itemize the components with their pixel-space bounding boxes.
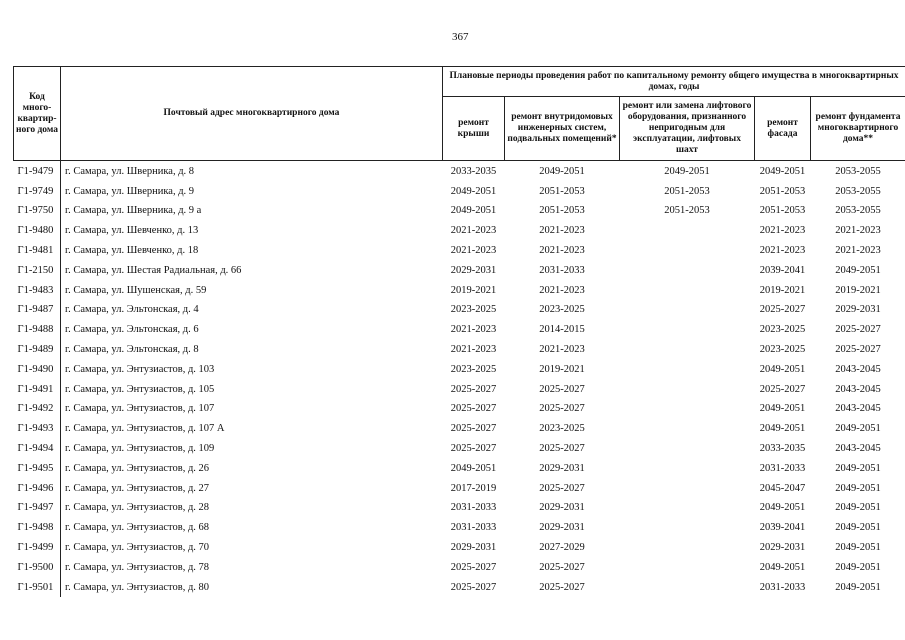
cell-elevator xyxy=(620,300,755,320)
cell-code: Г1-2150 xyxy=(14,260,61,280)
cell-engineering: 2051-2053 xyxy=(539,185,585,197)
cell-roof: 2025-2027 xyxy=(450,383,497,395)
cell-address: г. Самара, ул. Энтузиастов, д. 28 xyxy=(65,502,210,514)
cell-elevator xyxy=(620,418,755,438)
cell-foundation: 2049-2051 xyxy=(835,581,881,593)
cell-engineering: 2023-2025 xyxy=(539,423,585,435)
cell-roof: 2029-2031 xyxy=(450,542,497,554)
cell-elevator: 2049-2051 xyxy=(664,165,710,177)
table-row xyxy=(14,537,905,557)
cell-foundation: 2049-2051 xyxy=(835,522,881,534)
cell-address: г. Самара, ул. Энтузиастов, д. 107 xyxy=(65,403,215,415)
cell-elevator xyxy=(620,438,755,458)
table-row xyxy=(14,280,905,300)
cell-engineering: 2025-2027 xyxy=(539,561,585,573)
cell-code: Г1-9487 xyxy=(14,300,61,320)
cell-facade: 2019-2021 xyxy=(759,284,806,296)
cell-address: г. Самара, ул. Шверника, д. 8 xyxy=(65,165,195,177)
header-engineering: ремонт внутридомовых инженерных систем, подвальных помещений* xyxy=(505,97,620,161)
cell-elevator xyxy=(620,339,755,359)
cell-code: Г1-9480 xyxy=(14,220,61,240)
page-number: 367 xyxy=(452,31,469,43)
cell-code: Г1-9493 xyxy=(14,418,61,438)
cell-elevator xyxy=(620,379,755,399)
table-row xyxy=(14,339,905,359)
cell-roof: 2021-2023 xyxy=(450,245,497,257)
cell-elevator xyxy=(620,240,755,260)
table-row xyxy=(14,498,905,518)
cell-foundation: 2029-2031 xyxy=(835,304,881,316)
cell-foundation: 2021-2023 xyxy=(835,225,881,237)
cell-facade: 2051-2053 xyxy=(759,205,806,217)
table-row xyxy=(14,161,905,181)
cell-foundation: 2043-2045 xyxy=(835,403,881,415)
cell-elevator xyxy=(620,458,755,478)
cell-facade: 2051-2053 xyxy=(759,185,806,197)
cell-code: Г1-9499 xyxy=(14,537,61,557)
cell-facade: 2045-2047 xyxy=(759,482,806,494)
cell-roof: 2031-2033 xyxy=(450,502,497,514)
cell-roof: 2025-2027 xyxy=(450,423,497,435)
cell-address: г. Самара, ул. Эльтонская, д. 6 xyxy=(65,324,199,336)
cell-address: г. Самара, ул. Энтузиастов, д. 27 xyxy=(65,482,210,494)
cell-elevator xyxy=(620,220,755,240)
cell-foundation: 2025-2027 xyxy=(835,324,881,336)
header-facade: ремонт фасада xyxy=(755,97,811,161)
table-row xyxy=(14,300,905,320)
table-row xyxy=(14,260,905,280)
cell-facade: 2023-2025 xyxy=(759,324,806,336)
cell-foundation: 2043-2045 xyxy=(835,363,881,375)
cell-facade: 2025-2027 xyxy=(759,304,806,316)
cell-engineering: 2025-2027 xyxy=(539,482,585,494)
header-planned-periods: Плановые периоды проведения работ по капитальному ремонту общего имущества в многоквартирных домах, годы xyxy=(443,67,905,97)
cell-engineering: 2029-2031 xyxy=(539,462,585,474)
cell-engineering: 2029-2031 xyxy=(539,502,585,514)
cell-address: г. Самара, ул. Шестая Радиальная, д. 66 xyxy=(65,264,242,276)
cell-engineering: 2021-2023 xyxy=(539,284,585,296)
cell-facade: 2021-2023 xyxy=(759,225,806,237)
cell-code: Г1-9496 xyxy=(14,478,61,498)
header-roof: ремонт крыши xyxy=(443,97,505,161)
table-row xyxy=(14,181,905,201)
cell-elevator xyxy=(620,399,755,419)
cell-foundation: 2053-2055 xyxy=(835,205,881,217)
cell-code: Г1-9481 xyxy=(14,240,61,260)
cell-address: г. Самара, ул. Шевченко, д. 18 xyxy=(65,245,199,257)
cell-roof: 2031-2033 xyxy=(450,522,497,534)
cell-address: г. Самара, ул. Энтузиастов, д. 103 xyxy=(65,363,215,375)
table-row xyxy=(14,418,905,438)
header-address: Почтовый адрес многоквартирного дома xyxy=(61,67,443,161)
cell-foundation: 2049-2051 xyxy=(835,561,881,573)
cell-roof: 2023-2025 xyxy=(450,363,497,375)
cell-roof: 2025-2027 xyxy=(450,403,497,415)
cell-foundation: 2021-2023 xyxy=(835,245,881,257)
cell-engineering: 2021-2023 xyxy=(539,245,585,257)
cell-roof: 2025-2027 xyxy=(450,561,497,573)
header-code: Код много-квартир-ного дома xyxy=(14,67,61,161)
cell-foundation: 2049-2051 xyxy=(835,502,881,514)
table-row xyxy=(14,220,905,240)
cell-elevator xyxy=(620,498,755,518)
cell-elevator: 2051-2053 xyxy=(664,185,710,197)
cell-facade: 2029-2031 xyxy=(759,542,806,554)
table-row xyxy=(14,438,905,458)
cell-foundation: 2053-2055 xyxy=(835,185,881,197)
cell-foundation: 2043-2045 xyxy=(835,443,881,455)
cell-roof: 2029-2031 xyxy=(450,264,497,276)
table-body xyxy=(14,161,905,597)
cell-roof: 2021-2023 xyxy=(450,344,497,356)
cell-address: г. Самара, ул. Шевченко, д. 13 xyxy=(65,225,199,237)
cell-address: г. Самара, ул. Энтузиастов, д. 107 А xyxy=(65,423,225,435)
table-row xyxy=(14,399,905,419)
cell-address: г. Самара, ул. Энтузиастов, д. 70 xyxy=(65,542,210,554)
cell-facade: 2031-2033 xyxy=(759,581,806,593)
cell-foundation: 2049-2051 xyxy=(835,264,881,276)
header-foundation: ремонт фундамента многоквартирного дома** xyxy=(811,97,905,161)
cell-engineering: 2025-2027 xyxy=(539,443,585,455)
cell-facade: 2049-2051 xyxy=(759,363,806,375)
cell-address: г. Самара, ул. Шверника, д. 9 xyxy=(65,185,195,197)
cell-code: Г1-9750 xyxy=(14,201,61,221)
cell-foundation: 2043-2045 xyxy=(835,383,881,395)
cell-foundation: 2049-2051 xyxy=(835,482,881,494)
cell-roof: 2021-2023 xyxy=(450,324,497,336)
table-header xyxy=(14,67,905,161)
cell-engineering: 2049-2051 xyxy=(539,165,585,177)
table-row xyxy=(14,557,905,577)
cell-engineering: 2031-2033 xyxy=(539,264,585,276)
cell-code: Г1-9495 xyxy=(14,458,61,478)
cell-elevator xyxy=(620,280,755,300)
table-row xyxy=(14,379,905,399)
cell-roof: 2017-2019 xyxy=(450,482,497,494)
cell-engineering: 2021-2023 xyxy=(539,344,585,356)
cell-foundation: 2019-2021 xyxy=(835,284,881,296)
cell-elevator xyxy=(620,517,755,537)
cell-facade: 2033-2035 xyxy=(759,443,806,455)
cell-code: Г1-9490 xyxy=(14,359,61,379)
header-elevator: ремонт или замена лифтового оборудования, признанного непригодным для эксплуатации, лифтовых шахт xyxy=(620,97,755,161)
cell-address: г. Самара, ул. Энтузиастов, д. 80 xyxy=(65,581,210,593)
cell-code: Г1-9489 xyxy=(14,339,61,359)
table-row xyxy=(14,577,905,597)
cell-roof: 2049-2051 xyxy=(450,205,497,217)
cell-code: Г1-9498 xyxy=(14,517,61,537)
cell-engineering: 2025-2027 xyxy=(539,383,585,395)
cell-address: г. Самара, ул. Энтузиастов, д. 78 xyxy=(65,561,210,573)
cell-roof: 2033-2035 xyxy=(450,165,497,177)
cell-address: г. Самара, ул. Энтузиастов, д. 105 xyxy=(65,383,215,395)
cell-code: Г1-9500 xyxy=(14,557,61,577)
cell-address: г. Самара, ул. Энтузиастов, д. 26 xyxy=(65,462,210,474)
cell-roof: 2019-2021 xyxy=(450,284,497,296)
cell-elevator xyxy=(620,359,755,379)
cell-engineering: 2014-2015 xyxy=(539,324,585,336)
table-row xyxy=(14,319,905,339)
cell-facade: 2039-2041 xyxy=(759,522,806,534)
table-row xyxy=(14,201,905,221)
cell-roof: 2025-2027 xyxy=(450,443,497,455)
cell-elevator xyxy=(620,537,755,557)
table-row xyxy=(14,458,905,478)
cell-facade: 2049-2051 xyxy=(759,561,806,573)
cell-roof: 2049-2051 xyxy=(450,185,497,197)
cell-engineering: 2023-2025 xyxy=(539,304,585,316)
cell-code: Г1-9488 xyxy=(14,319,61,339)
cell-elevator xyxy=(620,557,755,577)
cell-facade: 2049-2051 xyxy=(759,502,806,514)
cell-code: Г1-9483 xyxy=(14,280,61,300)
cell-elevator: 2051-2053 xyxy=(664,205,710,217)
cell-address: г. Самара, ул. Шверника, д. 9 а xyxy=(65,205,202,217)
table-row xyxy=(14,517,905,537)
cell-facade: 2023-2025 xyxy=(759,344,806,356)
cell-code: Г1-9491 xyxy=(14,379,61,399)
cell-code: Г1-9501 xyxy=(14,577,61,597)
cell-facade: 2049-2051 xyxy=(759,165,806,177)
cell-facade: 2025-2027 xyxy=(759,383,806,395)
cell-facade: 2039-2041 xyxy=(759,264,806,276)
cell-elevator xyxy=(620,319,755,339)
table-row xyxy=(14,478,905,498)
cell-facade: 2031-2033 xyxy=(759,462,806,474)
cell-code: Г1-9497 xyxy=(14,498,61,518)
cell-code: Г1-9479 xyxy=(14,161,61,181)
cell-engineering: 2025-2027 xyxy=(539,403,585,415)
cell-engineering: 2051-2053 xyxy=(539,205,585,217)
cell-address: г. Самара, ул. Шушенская, д. 59 xyxy=(65,284,207,296)
cell-facade: 2049-2051 xyxy=(759,423,806,435)
table-row xyxy=(14,359,905,379)
cell-address: г. Самара, ул. Энтузиастов, д. 68 xyxy=(65,522,210,534)
cell-code: Г1-9494 xyxy=(14,438,61,458)
cell-foundation: 2049-2051 xyxy=(835,462,881,474)
cell-code: Г1-9492 xyxy=(14,399,61,419)
cell-engineering: 2019-2021 xyxy=(539,363,585,375)
cell-roof: 2025-2027 xyxy=(450,581,497,593)
cell-engineering: 2029-2031 xyxy=(539,522,585,534)
cell-address: г. Самара, ул. Эльтонская, д. 8 xyxy=(65,344,199,356)
cell-roof: 2021-2023 xyxy=(450,225,497,237)
cell-foundation: 2049-2051 xyxy=(835,423,881,435)
cell-engineering: 2027-2029 xyxy=(539,542,585,554)
cell-facade: 2021-2023 xyxy=(759,245,806,257)
table-row xyxy=(14,240,905,260)
cell-address: г. Самара, ул. Энтузиастов, д. 109 xyxy=(65,443,215,455)
cell-engineering: 2025-2027 xyxy=(539,581,585,593)
cell-elevator xyxy=(620,260,755,280)
cell-foundation: 2049-2051 xyxy=(835,542,881,554)
cell-foundation: 2025-2027 xyxy=(835,344,881,356)
cell-address: г. Самара, ул. Эльтонская, д. 4 xyxy=(65,304,199,316)
cell-code: Г1-9749 xyxy=(14,181,61,201)
cell-elevator xyxy=(620,478,755,498)
cell-foundation: 2053-2055 xyxy=(835,165,881,177)
repair-schedule-table xyxy=(13,66,905,597)
cell-engineering: 2021-2023 xyxy=(539,225,585,237)
cell-roof: 2023-2025 xyxy=(450,304,497,316)
cell-roof: 2049-2051 xyxy=(450,462,497,474)
cell-elevator xyxy=(620,577,755,597)
cell-facade: 2049-2051 xyxy=(759,403,806,415)
